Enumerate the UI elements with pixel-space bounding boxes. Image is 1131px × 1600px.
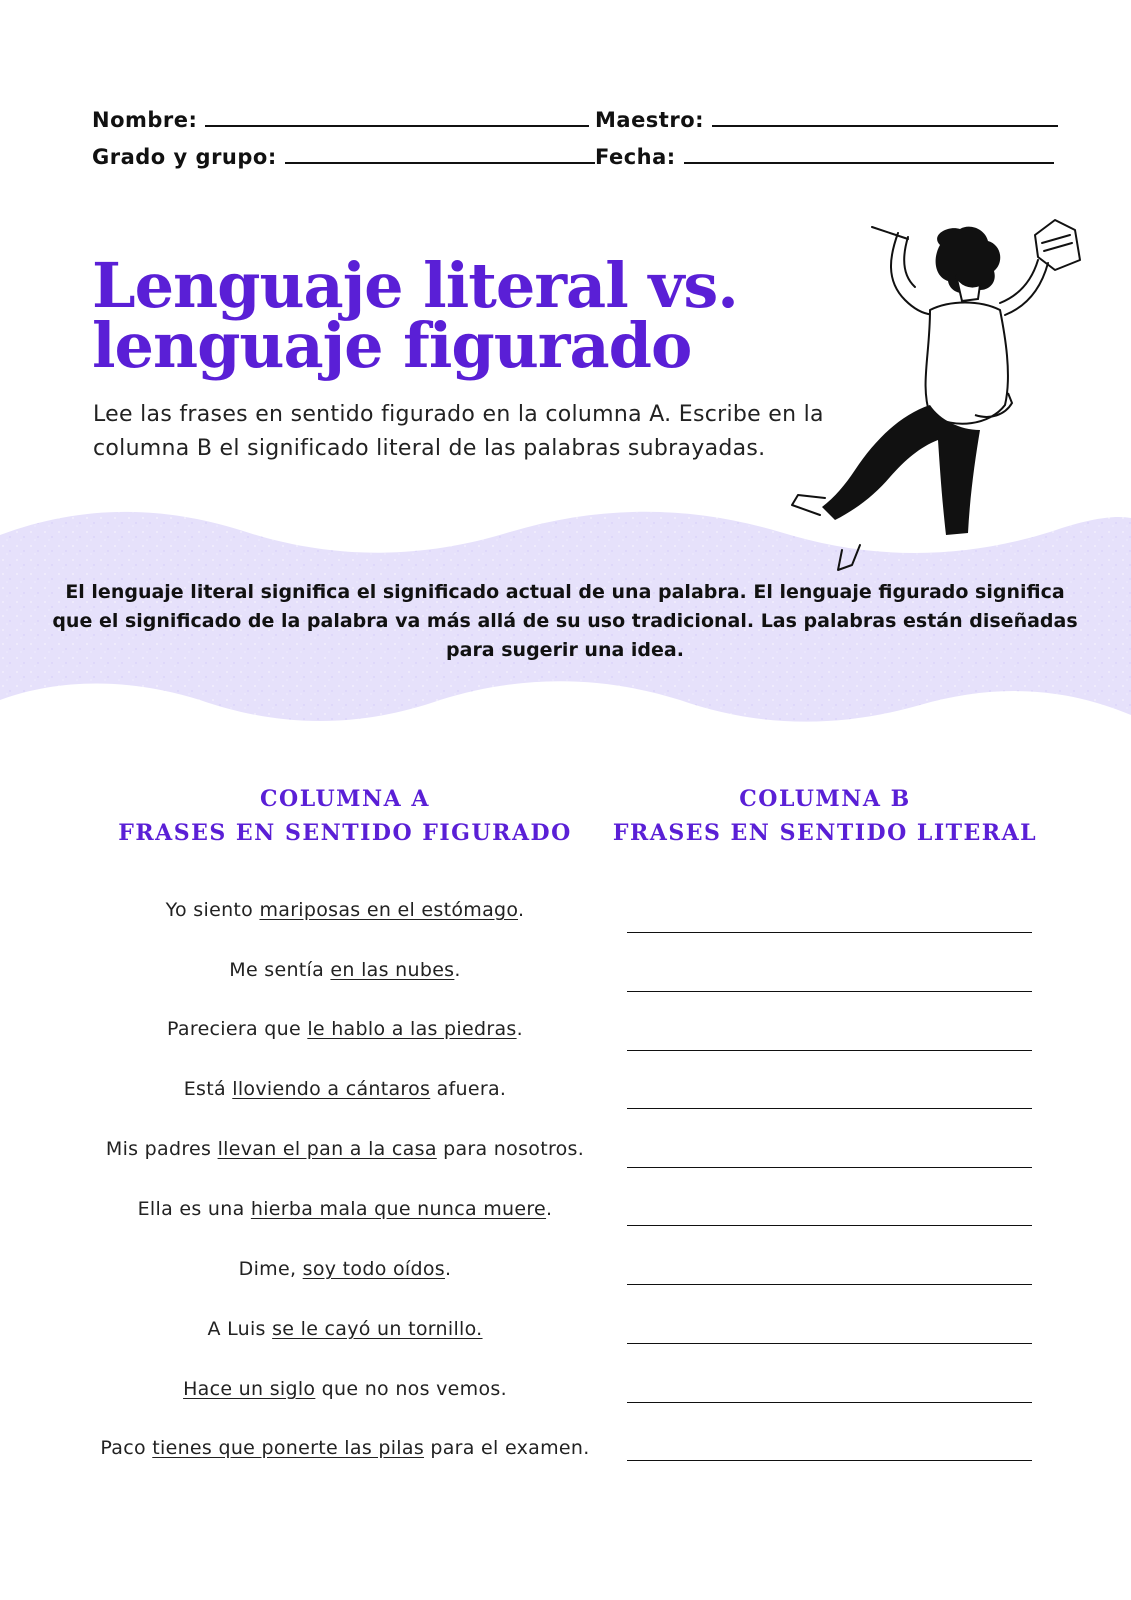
- maestro-label: Maestro:: [595, 108, 705, 132]
- maestro-input-line[interactable]: [712, 125, 1058, 127]
- fecha-input-line[interactable]: [684, 162, 1054, 164]
- underlined-phrase: hierba mala que nunca muere: [250, 1198, 547, 1220]
- answer-line-1[interactable]: [627, 932, 1032, 933]
- definition-text: El lenguaje literal significa el significado actual de una palabra. El lenguaje figurado significa que el significado de la palabra va más allá de su uso tradicional. Las palabras están diseñadas para sugerir una idea.: [52, 581, 1078, 661]
- answer-line-7[interactable]: [627, 1284, 1032, 1285]
- column-b-heading: [600, 782, 1050, 850]
- answer-line-3[interactable]: [627, 1050, 1032, 1051]
- nombre-input-line[interactable]: [205, 125, 589, 127]
- phrase-item: Hace un siglo que no nos vemos.: [183, 1378, 507, 1400]
- column-a-subtitle: FRASES EN SENTIDO FIGURADO: [118, 820, 572, 846]
- underlined-phrase: le hablo a las piedras: [307, 1018, 517, 1040]
- fecha-field: [595, 145, 1054, 169]
- column-a-heading: [45, 782, 645, 850]
- grado-input-line[interactable]: [285, 162, 595, 164]
- grado-field: [92, 145, 595, 169]
- phrase-item: Mis padres llevan el pan a la casa para nosotros.: [105, 1138, 585, 1160]
- underlined-phrase: en las nubes: [330, 959, 455, 981]
- phrase-item: Yo siento mariposas en el estómago.: [165, 899, 525, 921]
- nombre-label: Nombre:: [92, 108, 198, 132]
- phrase-item: Ella es una hierba mala que nunca muere.: [137, 1198, 553, 1220]
- column-b-subtitle: FRASES EN SENTIDO LITERAL: [612, 820, 1038, 846]
- underlined-phrase: mariposas en el estómago: [259, 899, 518, 921]
- fecha-label: Fecha:: [595, 145, 676, 169]
- answer-line-2[interactable]: [627, 991, 1032, 992]
- instructions-text: Lee las frases en sentido figurado en la columna A. Escribe en la columna B el significado literal de las palabras subrayadas.: [93, 402, 824, 461]
- answer-line-5[interactable]: [627, 1167, 1032, 1168]
- underlined-phrase: Hace un siglo: [183, 1378, 316, 1400]
- underlined-phrase: soy todo oídos: [302, 1258, 445, 1280]
- column-a-title: COLUMNA A: [260, 786, 430, 812]
- phrase-item: Me sentía en las nubes.: [229, 959, 461, 981]
- underlined-phrase: lloviendo a cántaros: [232, 1078, 431, 1100]
- underlined-phrase: llevan el pan a la casa: [217, 1138, 437, 1160]
- underlined-phrase: se le cayó un tornillo.: [272, 1318, 483, 1340]
- answer-line-9[interactable]: [627, 1402, 1032, 1403]
- answer-line-6[interactable]: [627, 1225, 1032, 1226]
- person-reading-illustration-icon: [780, 215, 1090, 575]
- phrase-item: Está lloviendo a cántaros afuera.: [183, 1078, 507, 1100]
- column-b-title: COLUMNA B: [739, 786, 911, 812]
- phrase-item: Paco tienes que ponerte las pilas para el examen.: [100, 1437, 590, 1459]
- phrase-item: Dime, soy todo oídos.: [238, 1258, 452, 1280]
- nombre-field: [92, 108, 589, 132]
- page-title: Lenguaje literal vs. lenguaje figurado: [92, 249, 738, 382]
- maestro-field: [595, 108, 1058, 132]
- grado-label: Grado y grupo:: [92, 145, 277, 169]
- phrase-item: Pareciera que le hablo a las piedras.: [167, 1018, 523, 1040]
- answer-line-8[interactable]: [627, 1343, 1032, 1344]
- answer-line-4[interactable]: [627, 1108, 1032, 1109]
- phrase-item: A Luis se le cayó un tornillo.: [207, 1318, 483, 1340]
- answer-line-10[interactable]: [627, 1460, 1032, 1461]
- underlined-phrase: tienes que ponerte las pilas: [152, 1437, 425, 1459]
